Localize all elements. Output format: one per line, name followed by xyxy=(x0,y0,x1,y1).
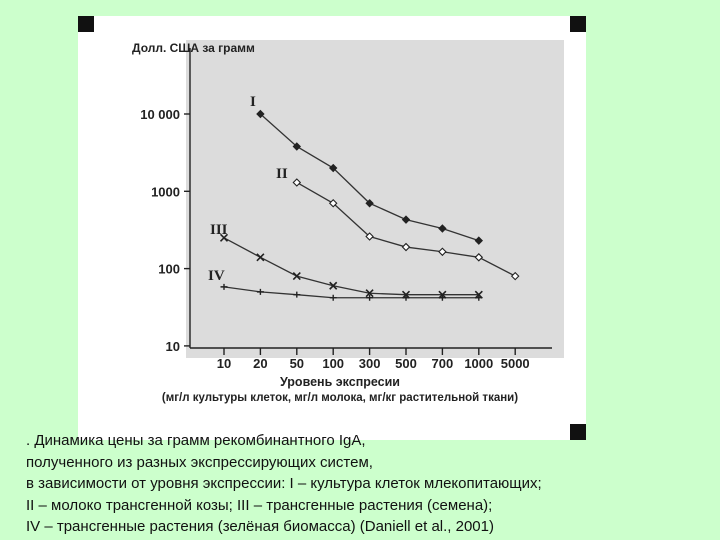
x-tick-label: 300 xyxy=(358,356,381,371)
caption-line-3: в зависимости от уровня экспрессии: I – культура клеток млекопитающих; xyxy=(26,475,542,492)
plot-background xyxy=(186,40,564,358)
x-tick-label: 100 xyxy=(322,356,345,371)
x-tick-label: 10 xyxy=(216,356,232,371)
caption-line-5: IV – трансгенные растения (зелёная биомасса) (Daniell et al., 2001) xyxy=(26,518,494,535)
chart-scan xyxy=(78,16,586,440)
series-label-IV: IV xyxy=(208,268,225,284)
y-tick-label: 10 000 xyxy=(140,107,180,122)
y-tick-label: 10 xyxy=(165,338,180,354)
x-tick-label: 1000 xyxy=(464,356,494,371)
line-chart xyxy=(78,16,586,440)
x-axis-title: Уровень экспресии xyxy=(280,375,400,389)
caption-line-2: полученного из разных экспрессирующих систем, xyxy=(26,453,373,471)
y-axis-title: Долл. США за грамм xyxy=(132,41,255,55)
x-tick-label: 20 xyxy=(253,356,268,371)
x-tick-label: 700 xyxy=(431,356,454,371)
x-tick-label: 5000 xyxy=(500,356,530,371)
x-axis-subtitle: (мг/л культуры клеток, мг/л молока, мг/кг растительной ткани) xyxy=(161,392,519,404)
series-label-III: III xyxy=(210,222,228,238)
figure-caption xyxy=(26,430,716,538)
series-label-II: II xyxy=(276,166,288,182)
caption-line-4: II – молоко трансгенной козы; III – трансгенные растения (семена); xyxy=(26,496,493,514)
series-label-I: I xyxy=(250,94,256,110)
caption-line-1: . Динамика цены за грамм рекомбинантного IgA, xyxy=(26,432,366,449)
y-tick-label: 100 xyxy=(158,261,180,277)
y-tick-label: 1000 xyxy=(151,184,180,200)
x-tick-label: 50 xyxy=(289,356,305,371)
x-tick-label: 500 xyxy=(395,356,417,371)
